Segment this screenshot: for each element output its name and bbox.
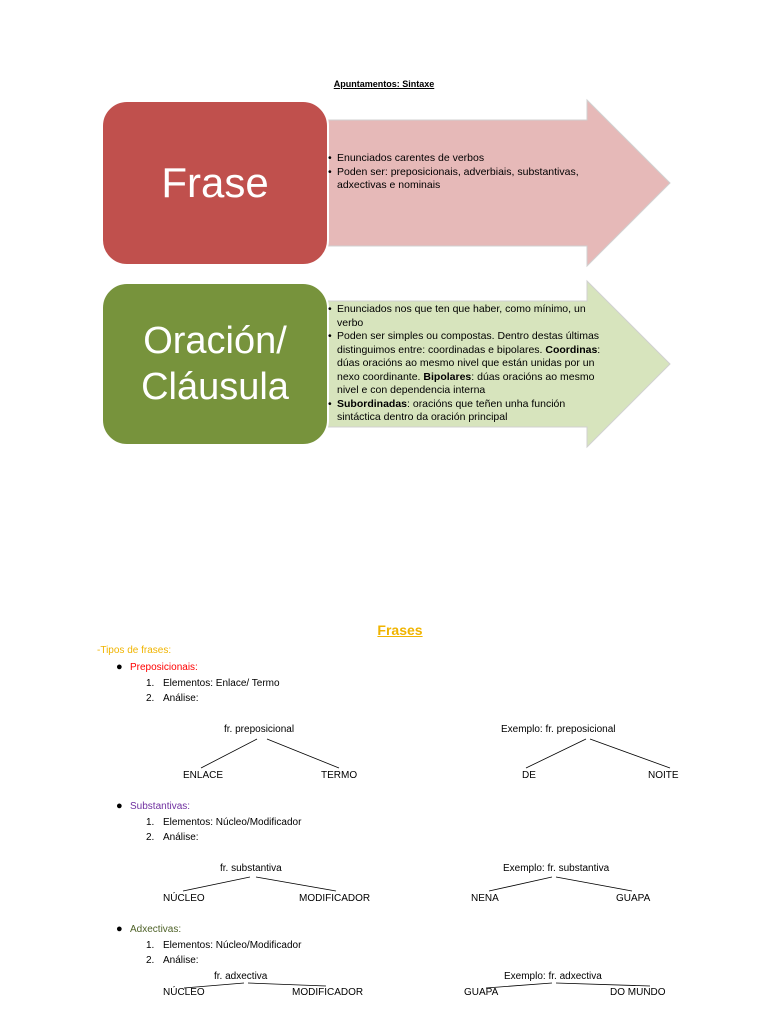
example-right: GUAPA	[616, 893, 651, 904]
list-item: 1. Elementos: Enlace/ Termo	[146, 678, 280, 689]
oracion-label-line1: Oración/	[143, 320, 287, 362]
tree-right: TERMO	[321, 770, 358, 781]
list-item: 1. Elementos: Núcleo/Modificador	[146, 817, 302, 828]
example-root: Exemplo: fr. substantiva	[503, 863, 610, 874]
oracion-box	[101, 282, 329, 446]
tree-right: MODIFICADOR	[299, 893, 371, 904]
frase-bullet: • Enunciados carentes de verbos	[328, 152, 593, 166]
tipos-label: -Tipos de frases:	[97, 645, 172, 656]
document-title: Apuntamentos: Sintaxe	[333, 79, 435, 89]
list-item: 2. Análise:	[146, 832, 199, 843]
example-right: NOITE	[648, 770, 679, 781]
frase-bullet: • Poden ser: preposicionais, adverbiais, substantivas, adxectivas e nominais	[328, 166, 593, 193]
example-right: DO MUNDO	[610, 987, 666, 998]
bullet-icon: ●	[116, 800, 123, 812]
example-left: NENA	[471, 893, 499, 904]
section-title: Frases	[377, 622, 423, 638]
tree-root: fr. preposicional	[224, 724, 295, 735]
frase-box	[101, 100, 329, 266]
tree-root: fr. substantiva	[220, 863, 282, 874]
example-left: GUAPA	[464, 987, 499, 998]
category-label: Adxectivas:	[130, 924, 182, 935]
oracion-bullets	[328, 303, 610, 425]
tree-left: NÚCLEO	[163, 893, 205, 904]
category-preposicionais	[116, 661, 198, 673]
example-left: DE	[522, 770, 536, 781]
category-substantivas	[116, 800, 191, 812]
frase-bullets	[328, 152, 593, 193]
list-item: 2. Análise:	[146, 955, 199, 966]
oracion-bullet: • Subordinadas: oracións que teñen unha función sintáctica dentro da oración principal	[328, 398, 610, 425]
category-label: Preposicionais:	[130, 662, 198, 673]
tree-root: fr. adxectiva	[214, 971, 268, 982]
list-item: 1. Elementos: Núcleo/Modificador	[146, 940, 302, 951]
category-label: Substantivas:	[130, 801, 191, 812]
tree-left: NÚCLEO	[163, 987, 205, 998]
bullet-icon: ●	[116, 661, 123, 673]
oracion-bullet: • Enunciados nos que ten que haber, como mínimo, un verbo	[328, 303, 610, 330]
category-adxectivas	[116, 923, 182, 935]
oracion-label-line2: Cláusula	[141, 366, 289, 408]
frase-label: Frase	[161, 159, 269, 206]
bullet-icon: ●	[116, 923, 123, 935]
tree-left: ENLACE	[183, 770, 224, 781]
example-root: Exemplo: fr. preposicional	[501, 724, 616, 735]
example-root: Exemplo: fr. adxectiva	[504, 971, 602, 982]
oracion-bullet: • Poden ser simples ou compostas. Dentro destas últimas distinguimos entre: coordinadas e bipolares. Coordinas: dúas oracións ao mesmo nivel que están unidas por un nexo coordinante. Bipolares: dúas oracións ao mesmo nivel e con dependencia interna	[328, 330, 610, 398]
tree-right: MODIFICADOR	[292, 987, 364, 998]
list-item: 2. Análise:	[146, 693, 199, 704]
